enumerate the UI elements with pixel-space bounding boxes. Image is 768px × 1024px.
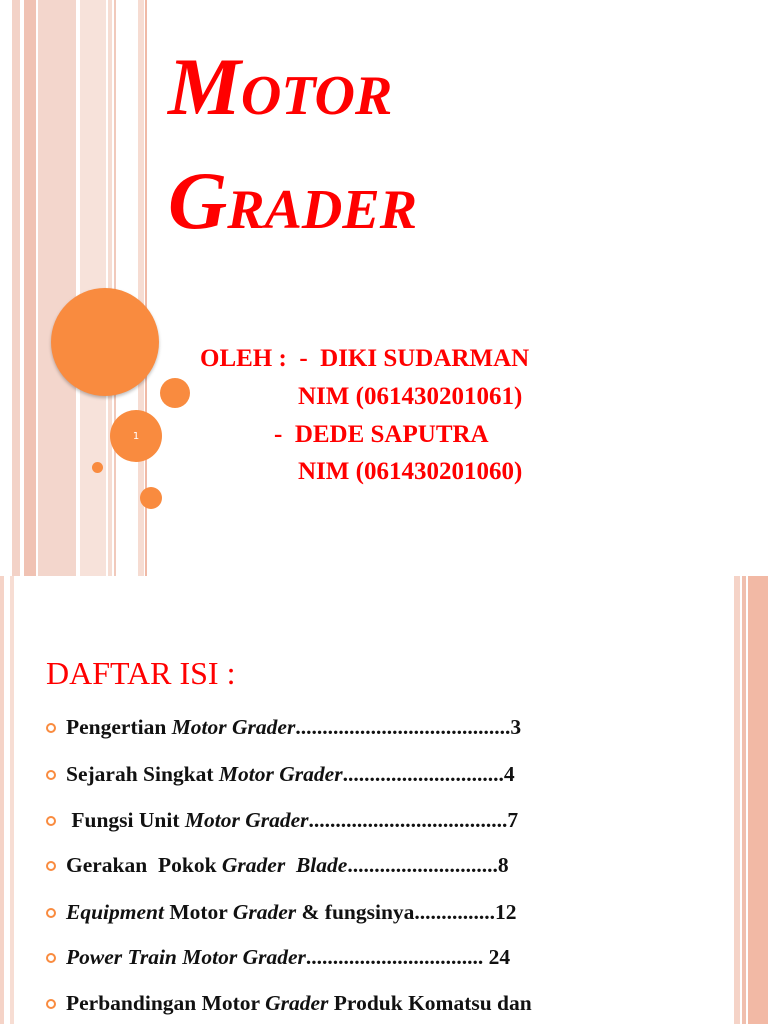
toc-item	[46, 993, 532, 1015]
toc-text: Motor	[163, 900, 233, 924]
bullet-icon	[46, 861, 56, 871]
toc-text-italic: Grader	[265, 991, 329, 1015]
toc-text-italic: Grader	[232, 900, 297, 924]
toc-text-italic: Power Train Motor Grader	[66, 945, 306, 969]
title-line-2	[168, 155, 418, 246]
decor-stripe	[10, 576, 14, 1024]
decor-stripe	[734, 576, 740, 1024]
toc-item	[46, 902, 517, 924]
title-line-1-rest: OTOR	[240, 65, 393, 127]
slide-number: 1	[132, 430, 140, 442]
toc-text: Pengertian	[66, 715, 172, 739]
toc-leader: ................................. 24	[305, 945, 511, 969]
author-line: OLEH : - DIKI SUDARMAN	[200, 345, 530, 372]
toc-item	[46, 717, 521, 739]
decor-stripe	[38, 0, 76, 576]
toc-item	[46, 855, 509, 877]
toc-text-italic: Motor Grader	[171, 715, 296, 739]
decor-circle-small	[140, 487, 162, 509]
toc-leader: .....................................7	[308, 808, 519, 832]
toc-leader: ..............................4	[342, 762, 515, 786]
author-nim: NIM (061430201061)	[298, 383, 523, 410]
toc-leader: & fungsinya...............12	[296, 900, 517, 924]
toc-text: Sejarah Singkat	[66, 762, 219, 786]
toc-text: Produk Komatsu dan	[328, 991, 532, 1015]
title-line-2-rest: RADER	[227, 179, 418, 241]
toc-text-italic: Grader Blade	[221, 853, 348, 877]
decor-stripe	[748, 576, 768, 1024]
slide-number-badge	[110, 410, 162, 462]
toc-leader: ........................................3	[295, 715, 522, 739]
decor-stripe	[12, 0, 20, 576]
bullet-icon	[46, 908, 56, 918]
toc-text: Gerakan Pokok	[66, 853, 222, 877]
toc-text: Perbandingan Motor	[66, 991, 266, 1015]
bullet-icon	[46, 816, 56, 826]
decor-stripe	[742, 576, 746, 1024]
title-line-1-capital: M	[168, 41, 241, 132]
toc-item	[46, 764, 515, 786]
bullet-icon	[46, 770, 56, 780]
author-line: - DEDE SAPUTRA	[274, 421, 489, 448]
toc-item	[46, 947, 510, 969]
toc-text-italic: Equipment	[66, 900, 164, 924]
toc-leader: ............................8	[347, 853, 509, 877]
bullet-icon	[46, 723, 56, 733]
decor-circle-medium	[160, 378, 190, 408]
toc-heading: DAFTAR ISI :	[46, 655, 236, 691]
decor-stripe	[24, 0, 36, 576]
toc-text-italic: Motor Grader	[218, 762, 343, 786]
author-nim: NIM (061430201060)	[298, 458, 523, 485]
toc-text: Fungsi Unit	[66, 808, 185, 832]
bullet-icon	[46, 953, 56, 963]
decor-stripe	[0, 576, 4, 1024]
title-line-1	[168, 41, 393, 132]
decor-circle-large	[51, 288, 159, 396]
decor-circle-tiny	[92, 462, 103, 473]
bullet-icon	[46, 999, 56, 1009]
toc-text-italic: Motor Grader	[184, 808, 309, 832]
title-line-2-capital: G	[168, 155, 228, 246]
toc-item	[46, 810, 518, 832]
